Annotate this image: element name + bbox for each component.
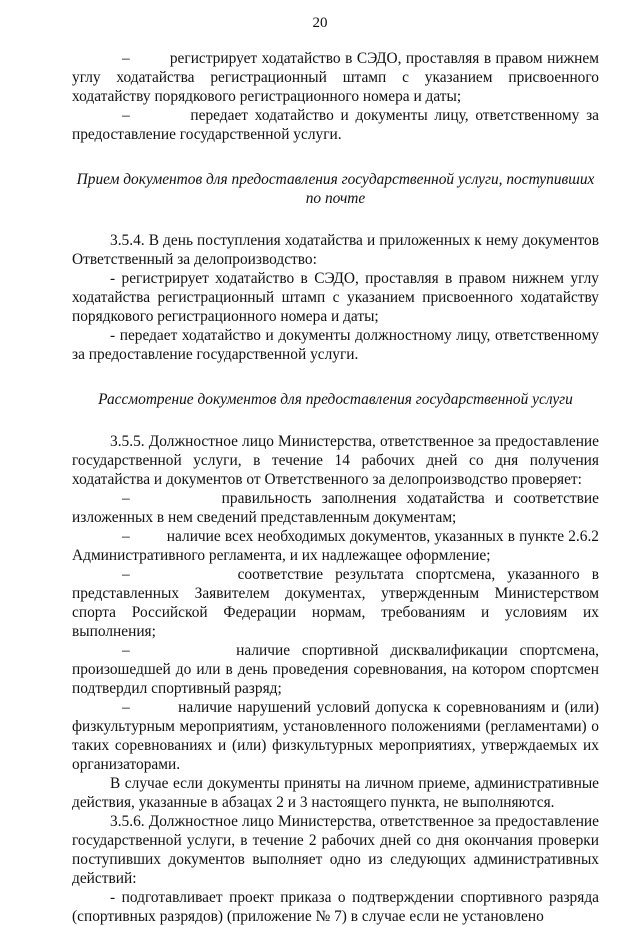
list-item: - регистрирует ходатайство в СЭДО, проставляя в правом нижнем углу ходатайства регистрационный штамп с указанием присвоенного ходатайству порядкового регистрационного номера и даты; [72,270,599,325]
list-item: - передает ходатайство и документы должностному лицу, ответственному за предоставление государственной услуги. [72,327,599,363]
list-item: – соответствие результата спортсмена, указанного в представленных Заявителем документах, утвержденным Министерством спорта Российской Федерации нормам, требованиям и условиям их выполнения; [72,566,599,640]
list-item: – передает ходатайство и документы лицу, ответственному за предоставление государственной услуги. [72,107,599,143]
list-item: – правильность заполнения ходатайства и соответствие изложенных в нем сведений представленным документам; [72,490,599,526]
paragraph: 3.5.6. Должностное лицо Министерства, ответственное за предоставление государственной услуги, в течение 2 рабочих дней со дня окончания проверки поступивших документов выполняет одно из следующих административных действий: [72,813,599,887]
list-item: – наличие нарушений условий допуска к соревнованиям и (или) физкультурным мероприятиям, установленного положениями (регламентами) о таких соревнованиях и (или) физкультурных мероприятиях, утверждаемых их организаторами. [72,699,599,773]
paragraph: 3.5.4. В день поступления ходатайства и приложенных к нему документов Ответственный за делопроизводство: [72,232,599,268]
list-item: – наличие всех необходимых документов, указанных в пункте 2.6.2 Административного регламента, и их надлежащее оформление; [72,528,599,564]
paragraph: 3.5.5. Должностное лицо Министерства, ответственное за предоставление государственной услуги, в течение 14 рабочих дней со дня получения ходатайства и документов от Ответственного за делопроизводство проверяет: [72,433,599,488]
list-item: – регистрирует ходатайство в СЭДО, проставляя в правом нижнем углу ходатайства регистрационный штамп с указанием присвоенного ходатайству порядкового регистрационного номера и даты; [72,50,599,105]
section-heading: Рассмотрение документов для предоставления государственной услуги [98,391,573,408]
list-item: – наличие спортивной дисквалификации спортсмена, произошедшей до или в день проведения соревнования, на котором спортсмен подтвердил спортивный разряд; [72,642,599,697]
document-body [72,49,599,926]
list-item: - подготавливает проект приказа о подтверждении спортивного разряда (спортивных разрядов) (приложение № 7) в случае если не установлено [72,889,599,925]
page-number: 20 [312,15,328,31]
paragraph: В случае если документы приняты на личном приеме, административные действия, указанные в абзацах 2 и 3 настоящего пункта, не выполняются. [72,775,599,811]
section-heading: Прием документов для предоставления государственной услуги, поступивших по почте [76,171,595,207]
